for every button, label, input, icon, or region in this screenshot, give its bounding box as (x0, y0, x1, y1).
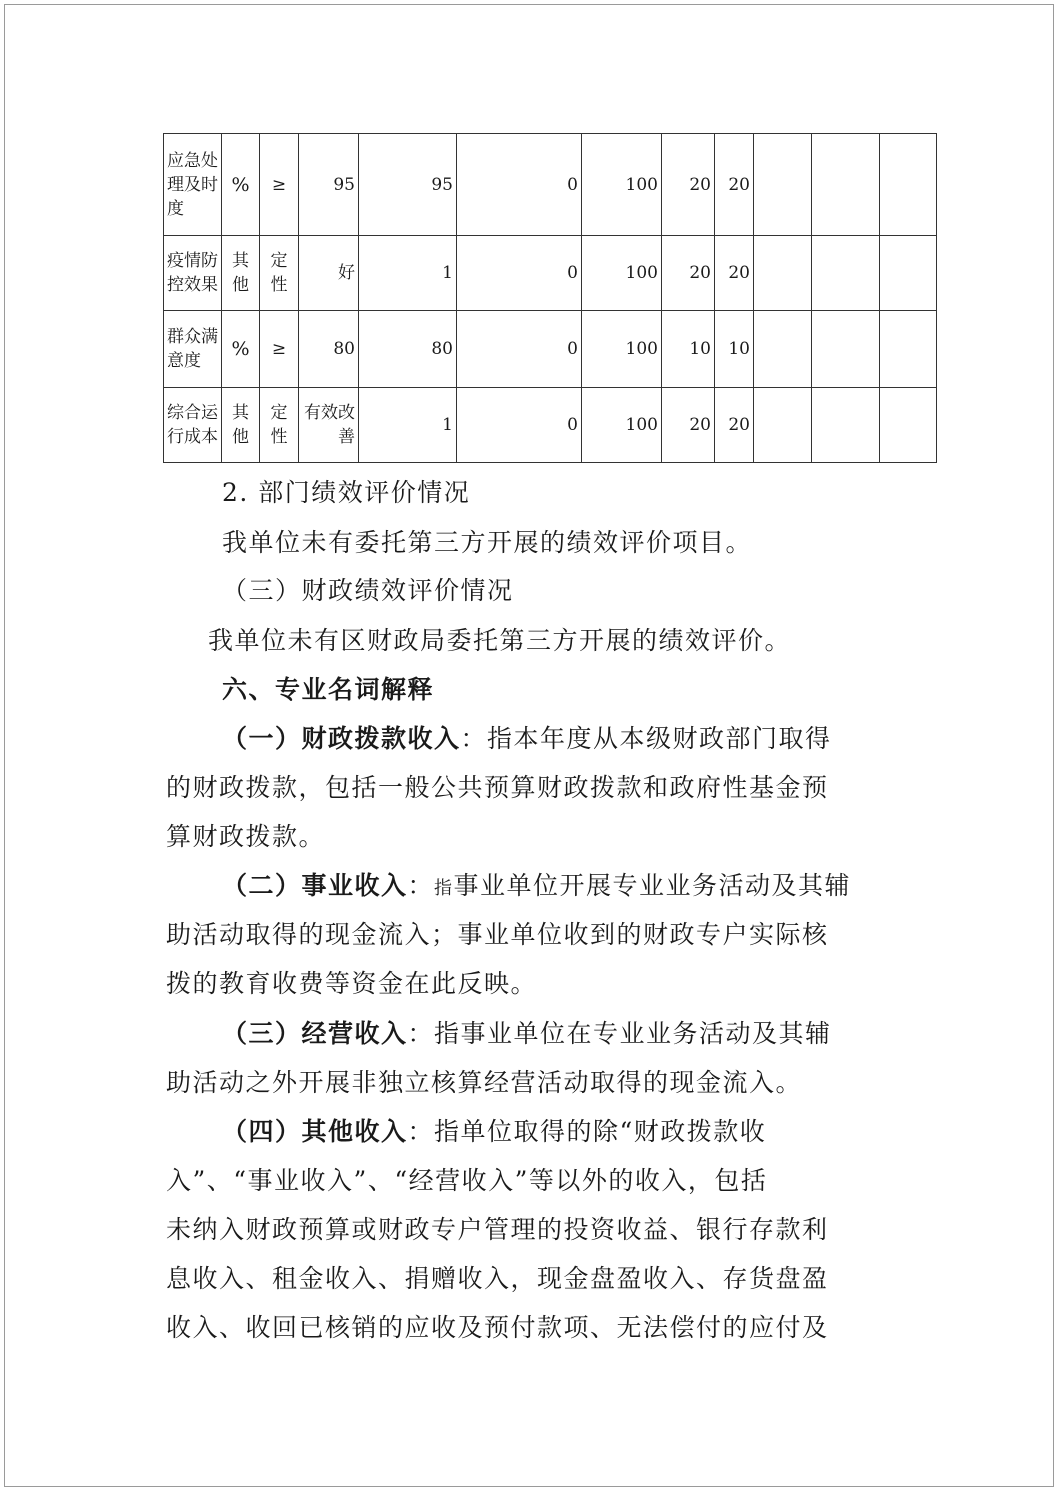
term-4-line: 未纳入财政预算或财政专户管理的投资收益、银行存款利 (166, 1215, 829, 1244)
fin-eval-paragraph: 我单位未有区财政局委托第三方开展的绩效评价。 (208, 626, 792, 655)
term-1-line: 的财政拨款，包括一般公共预算财政拨款和政府性基金预 (166, 773, 829, 802)
term-4-line: 息收入、租金收入、捐赠收入，现金盘盈收入、存货盘盈 (166, 1264, 829, 1293)
score-cell: 20 (715, 236, 754, 311)
term-1-text: ：指本年度从本级财政部门取得 (460, 724, 832, 753)
score-cell: 10 (715, 311, 754, 388)
empty-cell (754, 311, 812, 388)
operator-cell: 定性 (260, 236, 299, 311)
target-cell: 95 (299, 134, 359, 236)
performance-table (163, 133, 937, 463)
unit-cell: % (222, 134, 260, 236)
actual-cell: 1 (359, 236, 457, 311)
indicator-name: 群众满意度 (164, 311, 222, 388)
term-2-text: 事业单位开展专业业务活动及其辅 (453, 871, 852, 900)
operator-cell: 定性 (260, 388, 299, 463)
term-1-line: 算财政拨款。 (166, 822, 326, 851)
term-1-title: （一）财政拨款收入 (222, 724, 461, 753)
term-2-title: （二）事业收入 (222, 871, 408, 900)
score-cell: 20 (715, 388, 754, 463)
empty-cell (754, 236, 812, 311)
rate-cell: 100 (582, 388, 662, 463)
actual-cell: 80 (359, 311, 457, 388)
term-3-line: 助活动之外开展非独立核算经营活动取得的现金流入。 (166, 1068, 803, 1097)
empty-cell (880, 311, 937, 388)
empty-cell (880, 236, 937, 311)
empty-cell (880, 134, 937, 236)
indicator-name: 疫情防控效果 (164, 236, 222, 311)
table-row (164, 311, 937, 388)
empty-cell (754, 134, 812, 236)
actual-cell: 1 (359, 388, 457, 463)
empty-cell (880, 388, 937, 463)
target-cell: 80 (299, 311, 359, 388)
term-3-line (222, 1019, 832, 1049)
deviation-cell: 0 (457, 388, 582, 463)
empty-cell (812, 134, 880, 236)
term-2-line (222, 871, 851, 904)
fin-eval-heading: （三）财政绩效评价情况 (222, 576, 514, 605)
deviation-cell: 0 (457, 311, 582, 388)
empty-cell (812, 388, 880, 463)
term-4-text: ：指单位取得的除“财政拨款收 (407, 1117, 767, 1146)
target-cell: 有效改善 (299, 388, 359, 463)
rate-cell: 100 (582, 311, 662, 388)
table-row (164, 236, 937, 311)
weight-cell: 10 (662, 311, 715, 388)
empty-cell (812, 236, 880, 311)
actual-cell: 95 (359, 134, 457, 236)
dept-eval-heading: 2. 部门绩效评价情况 (222, 478, 471, 507)
term-2-line: 拨的教育收费等资金在此反映。 (166, 969, 538, 998)
indicator-name: 应急处理及时度 (164, 134, 222, 236)
term-4-title: （四）其他收入 (222, 1117, 408, 1146)
rate-cell: 100 (582, 236, 662, 311)
dept-eval-paragraph: 我单位未有委托第三方开展的绩效评价项目。 (222, 528, 753, 557)
term-2-line: 助活动取得的现金流入；事业单位收到的财政专户实际核 (166, 920, 829, 949)
term-1-line (222, 724, 832, 754)
table-row (164, 134, 937, 236)
term-2-zhi: 指 (434, 878, 454, 899)
weight-cell: 20 (662, 134, 715, 236)
term-3-title: （三）经营收入 (222, 1019, 408, 1048)
term-4-line: 入”、“事业收入”、“经营收入”等以外的收入，包括 (166, 1166, 768, 1195)
table-row (164, 388, 937, 463)
indicator-name: 综合运行成本 (164, 388, 222, 463)
unit-cell: 其他 (222, 388, 260, 463)
score-cell: 20 (715, 134, 754, 236)
term-3-text: ：指事业单位在专业业务活动及其辅 (407, 1019, 832, 1048)
unit-cell: 其他 (222, 236, 260, 311)
target-cell: 好 (299, 236, 359, 311)
term-4-line (222, 1117, 766, 1147)
weight-cell: 20 (662, 388, 715, 463)
rate-cell: 100 (582, 134, 662, 236)
deviation-cell: 0 (457, 236, 582, 311)
term-2-colon: ： (407, 871, 435, 900)
term-4-line: 收入、收回已核销的应收及预付款项、无法偿付的应付及 (166, 1313, 829, 1342)
empty-cell (754, 388, 812, 463)
operator-cell: ≥ (260, 311, 299, 388)
unit-cell: % (222, 311, 260, 388)
deviation-cell: 0 (457, 134, 582, 236)
weight-cell: 20 (662, 236, 715, 311)
operator-cell: ≥ (260, 134, 299, 236)
empty-cell (812, 311, 880, 388)
terms-heading: 六、专业名词解释 (222, 675, 435, 704)
